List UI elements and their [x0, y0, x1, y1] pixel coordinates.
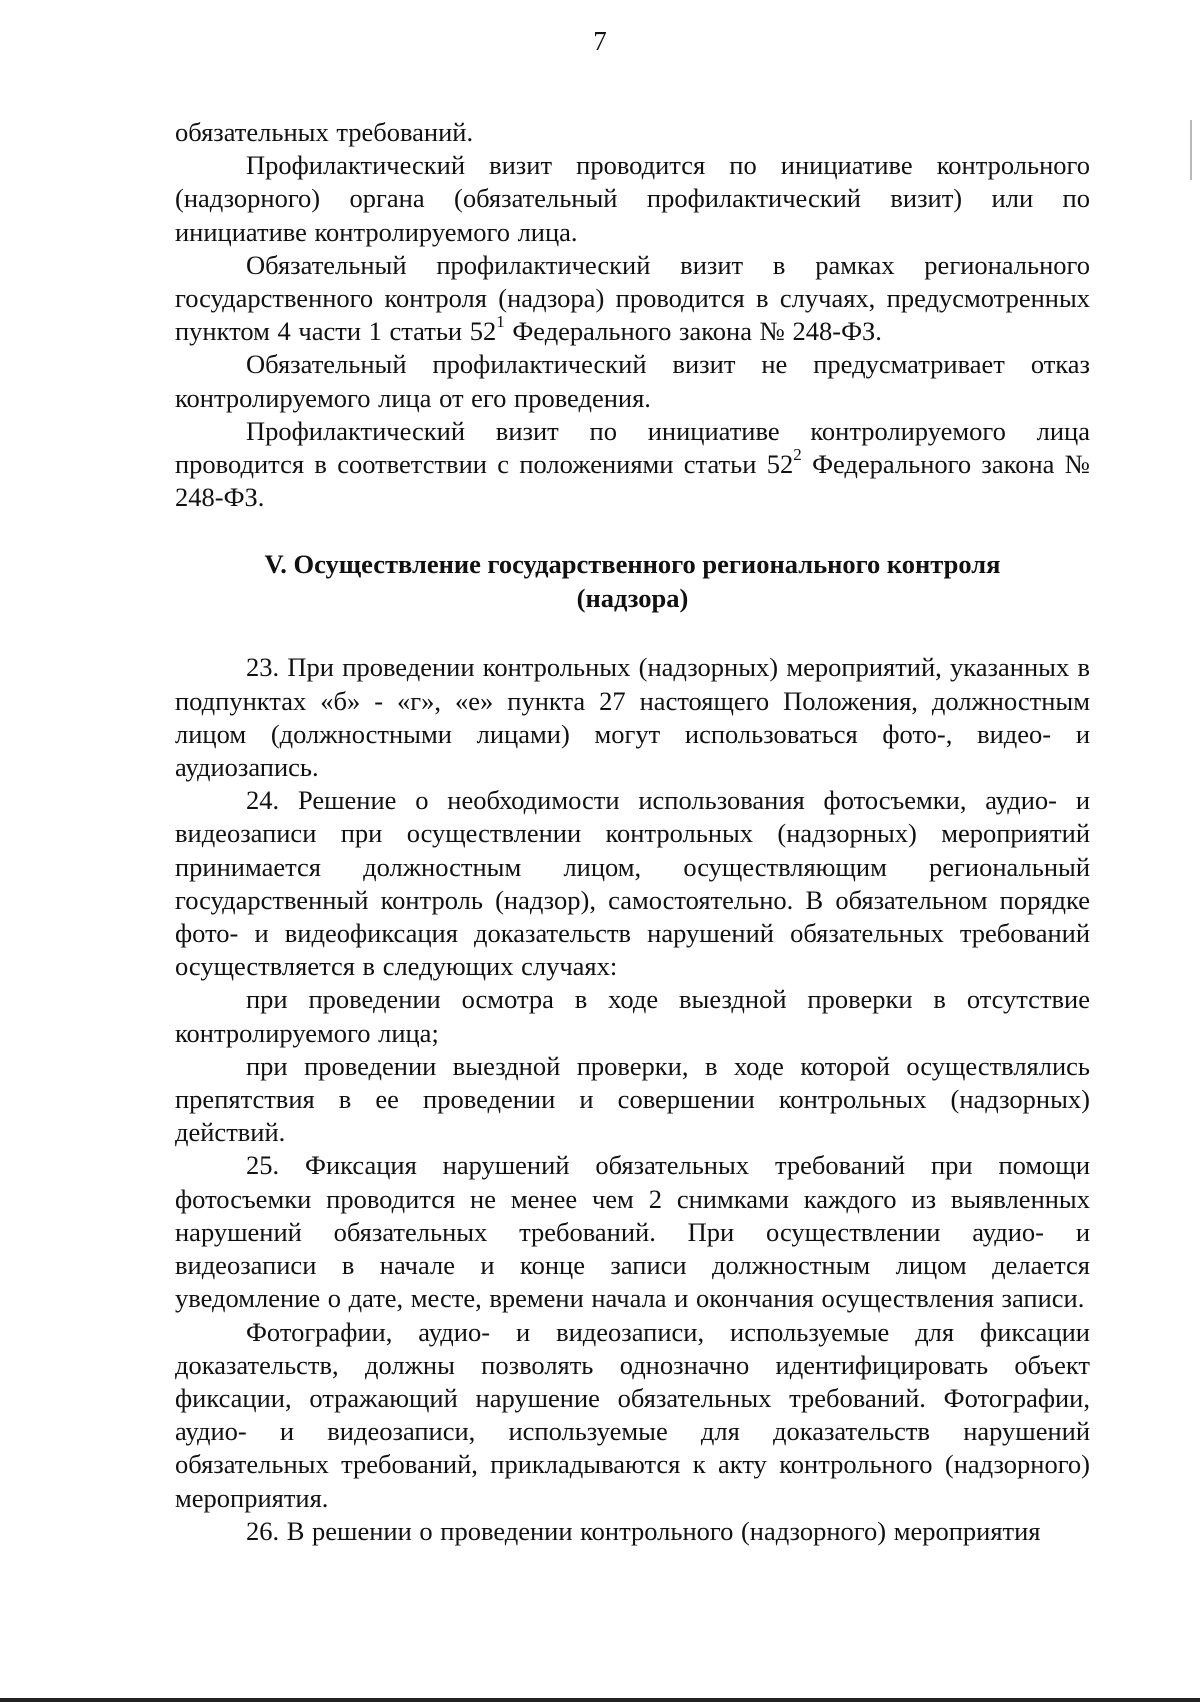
paragraph-text: Профилактический визит по инициативе контролируемого лица проводится в соответствии с положениями статьи 52 [175, 415, 1090, 480]
paragraph [175, 348, 1090, 414]
paragraph-text: Федерального закона № 248-ФЗ. [175, 449, 1090, 513]
document-body [175, 116, 1090, 1548]
paragraph: 23. При проведении контрольных (надзорных) мероприятий, указанных в подпунктах «б» - «г», «е» пункта 27 настоящего Положения, должностным лицом (должностными лицами) могут использоваться фото-, видео- и аудиозапись. [175, 652, 1090, 783]
paragraph-text: Профилактический визит проводится по инициативе контрольного (надзорного) органа (обязательный профилактический визит) или по инициативе контролируемого лица. [175, 150, 1090, 247]
paragraph: 26. В решении о проведении контрольного (надзорного) мероприятия [246, 1515, 1041, 1546]
section-heading [175, 547, 1090, 615]
section-heading-line: V. Осуществление государственного регионального контроля [264, 549, 1001, 580]
paragraph: 25. Фиксация нарушений обязательных требований при помощи фотосъемки проводится не менее чем 2 снимками каждого из выявленных нарушений обязательных требований. При осуществлении аудио- и видеозаписи в начале и конце записи должностным лицом делается уведомление о дате, месте, времени начала и окончания осуществления записи. [175, 1150, 1090, 1314]
page-number: 7 [593, 26, 607, 56]
paragraph [175, 249, 1090, 349]
scan-edge-mark [1190, 120, 1192, 180]
paragraph-text: Обязательный профилактический визит в рамках регионального государственного контроля (надзора) проводится в случаях, предусмотренных пунктом 4 части 1 статьи 52 [175, 249, 1090, 347]
paragraph-text: Федерального закона № 248-ФЗ. [504, 316, 882, 347]
scan-edge-border [0, 1698, 1200, 1702]
paragraph: при проведении выездной проверки, в ходе которой осуществлялись препятствия в ее проведении и совершении контрольных (надзорных) действий. [175, 1050, 1090, 1148]
paragraph [175, 149, 1090, 249]
paragraph: Фотографии, аудио- и видеозаписи, используемые для фиксации доказательств, должны позволять однозначно идентифицировать объект фиксации, отражающий нарушение обязательных требований. Фотографии, аудио- и видеозаписи, используемые для доказательств нарушений обязательных требований, прикладываются к акту контрольного (надзорного) мероприятия. [175, 1316, 1090, 1513]
paragraph [175, 415, 1090, 515]
paragraph-text: обязательных требований. [175, 117, 474, 147]
section-heading-line: (надзора) [576, 583, 689, 614]
paragraph: при проведении осмотра в ходе выездной проверки в отсутствие контролируемого лица; [175, 984, 1090, 1048]
paragraph-text: Обязательный профилактический визит не предусматривает отказ контролируемого лица от его проведения. [175, 349, 1090, 413]
superscript: 1 [496, 312, 505, 332]
paragraph: 24. Решение о необходимости использования фотосъемки, аудио- и видеозаписи при осуществлении контрольных (надзорных) мероприятий принимается должностным лицом, осуществляющим региональный государственный контроль (надзор), самостоятельно. В обязательном порядке фото- и видеофиксация доказательств нарушений обязательных требований осуществляется в следующих случаях: [175, 785, 1090, 982]
paragraph [175, 116, 1090, 149]
superscript: 2 [793, 445, 802, 465]
